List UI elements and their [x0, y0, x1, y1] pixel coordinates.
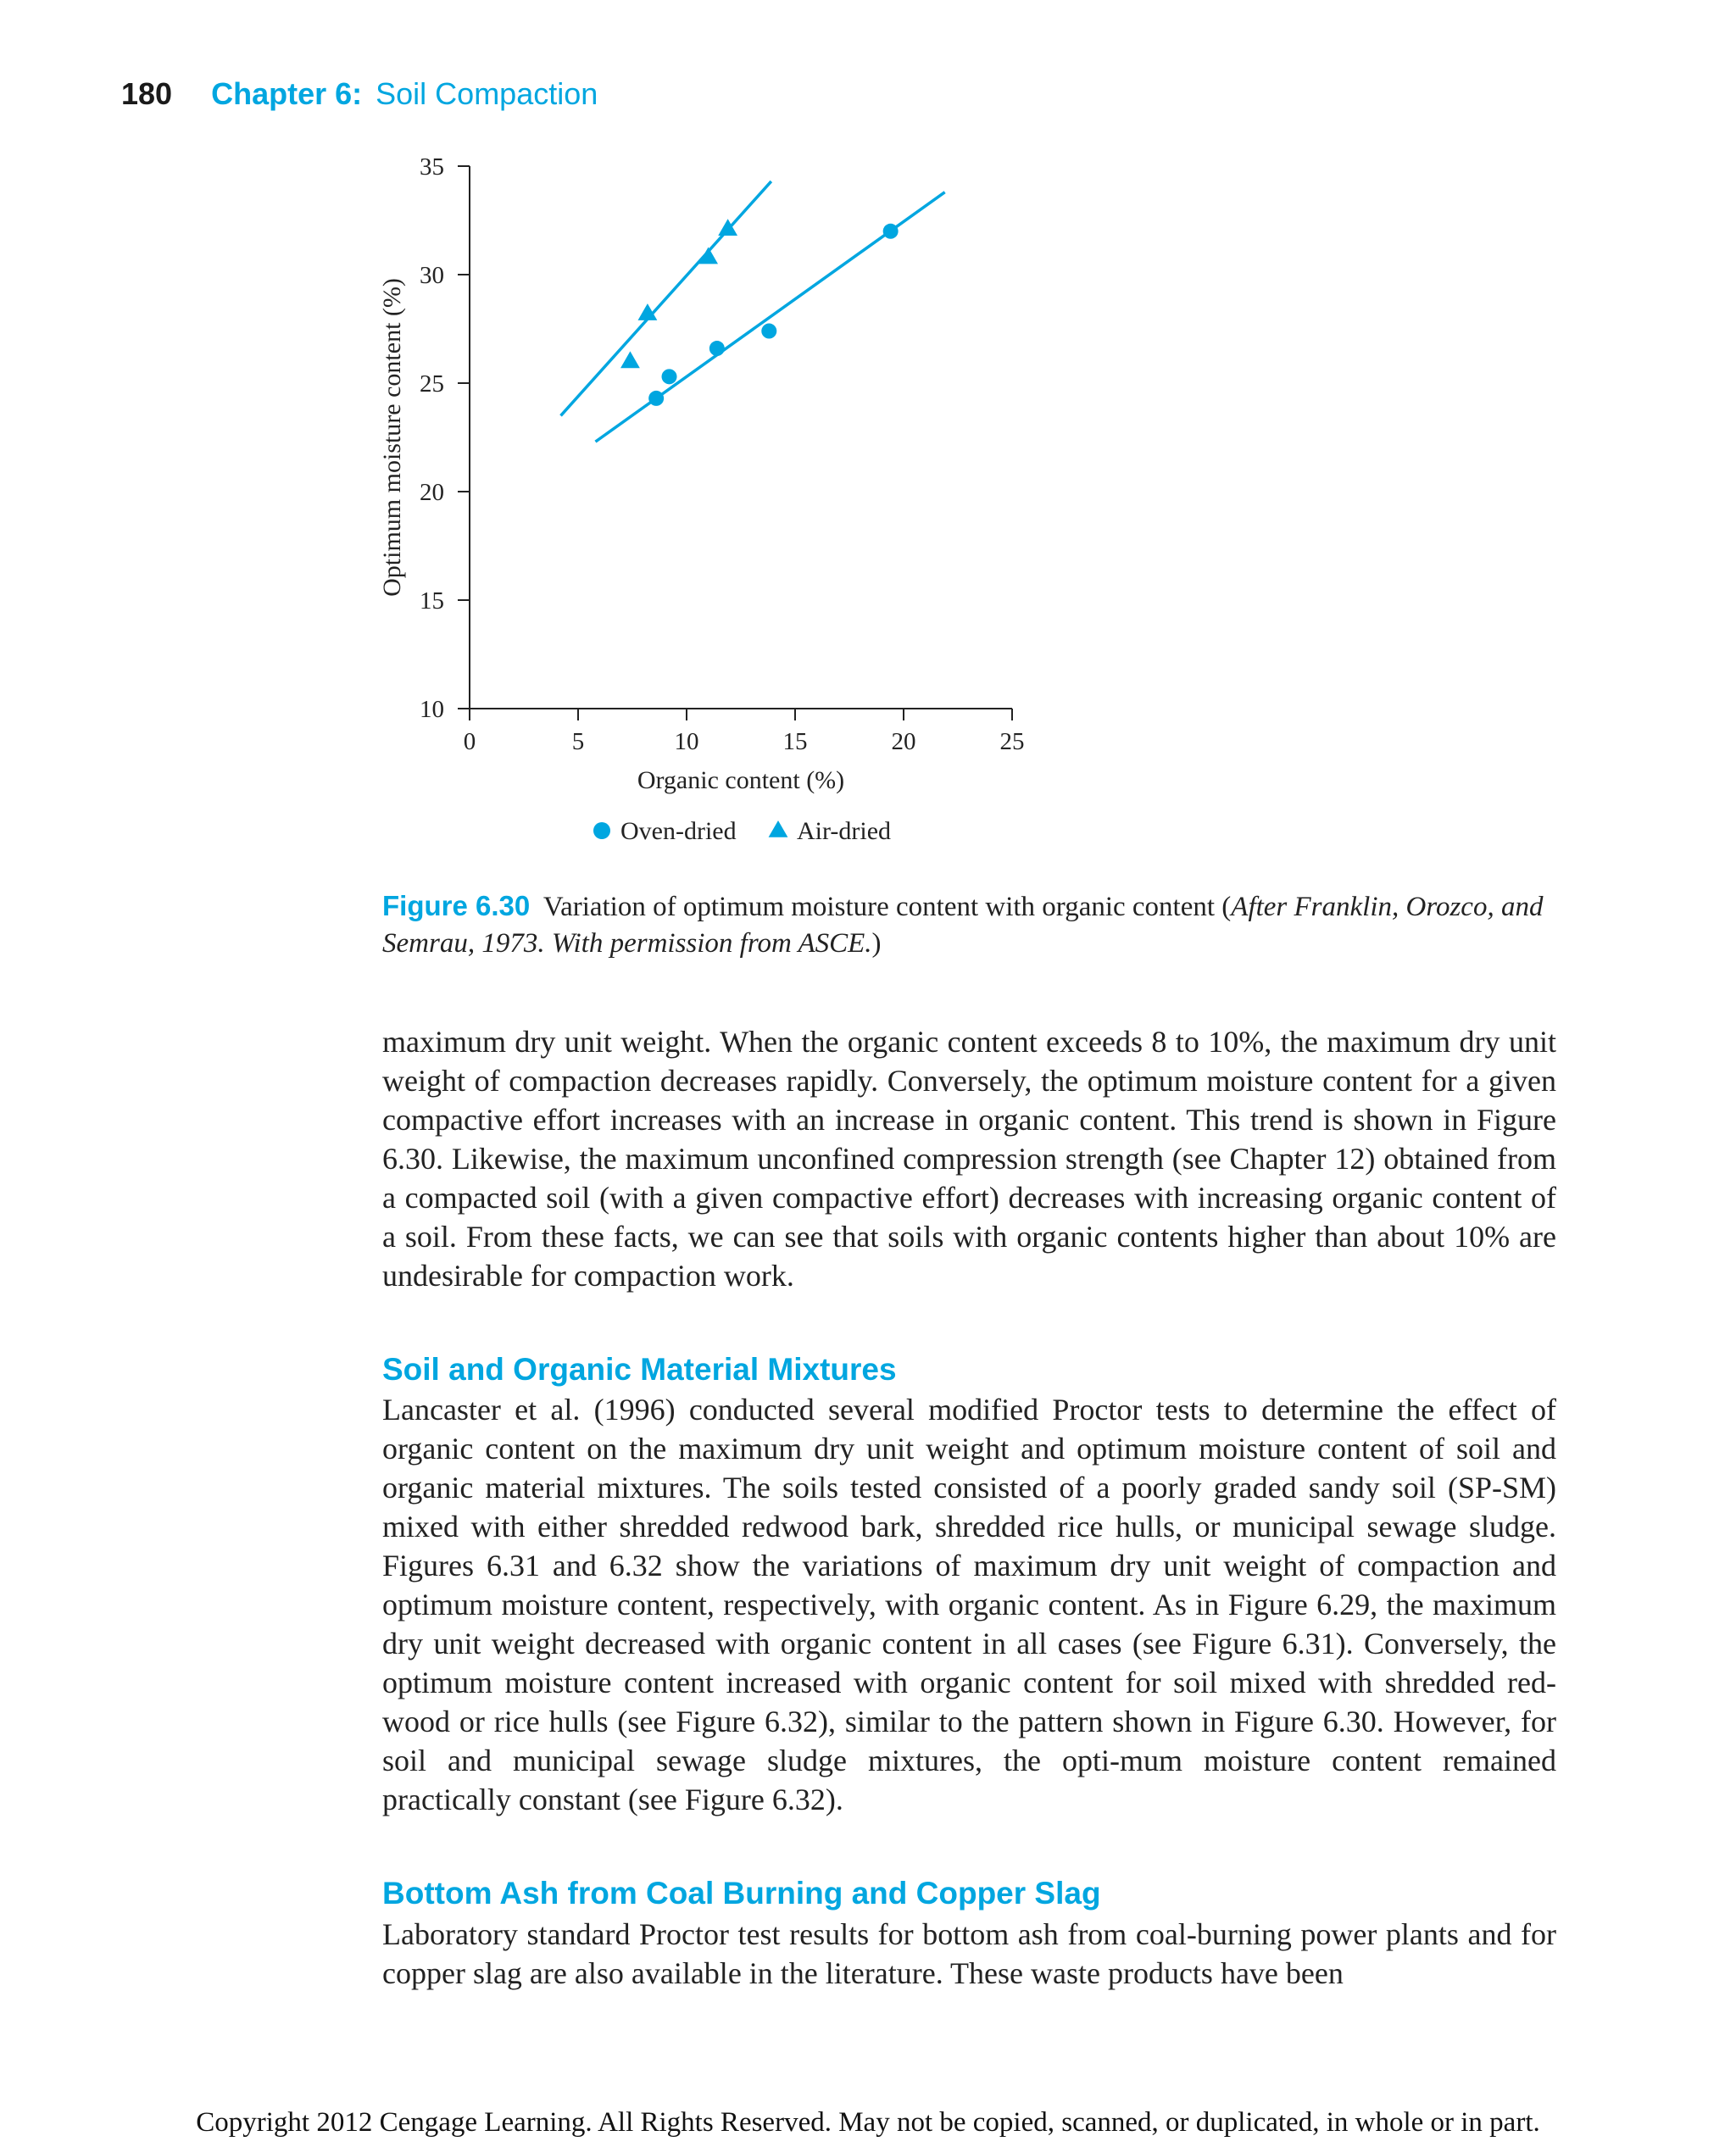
- y-tick-label: 20: [420, 479, 444, 506]
- page-number: 180: [121, 76, 173, 111]
- chapter-title: Soil Compaction: [376, 76, 598, 111]
- chart-trend-lines: [561, 181, 945, 442]
- oven-dried-point: [648, 391, 664, 406]
- oven-dried-point: [883, 224, 899, 239]
- body-paragraph-2: Lancaster et al. (1996) conducted several modified Proctor tests to determine the effect of organic content on the maximum dry unit weight and optimum moisture content of soil and organic material mixtures. The soils tested consisted of a poorly graded sandy soil (SP-SM) mixed with either shredded redwood bark, shredded rice hulls, or municipal sewage sludge. Figures 6.31 and 6.32 show the variations of maximum dry unit weight of compaction and optimum moisture content, respectively, with organic content. As in Figure 6.29, the maximum dry unit weight decreased with organic content in all cases (see Figure 6.31). Conversely, the optimum moisture content increased with organic content for soil mixed with shredded red-wood or rice hulls (see Figure 6.32), similar to the pattern shown in Figure 6.30. However, for soil and municipal sewage sludge mixtures, the opti-mum moisture content remained practically constant (see Figure 6.32).: [382, 1393, 1556, 1816]
- figure-6-30-chart: [373, 144, 1051, 865]
- figure-label: Figure 6.30: [382, 890, 531, 921]
- x-tick-label: 0: [463, 728, 476, 755]
- figure-caption-text: Variation of optimum moisture content with organic content (: [542, 892, 1232, 922]
- legend-air-dried-marker: [769, 820, 788, 837]
- legend-air-dried-label: Air-dried: [797, 817, 892, 845]
- legend-oven-dried-label: Oven-dried: [620, 817, 737, 845]
- x-tick-label: 25: [999, 728, 1025, 755]
- y-tick-label: 30: [420, 262, 444, 289]
- copyright-footer: Copyright 2012 Cengage Learning. All Rights Reserved. May not be copied, scanned, or duplicated, in whole or in part.: [196, 2107, 1540, 2138]
- figure-source: After Franklin, Orozco, and Semrau, 1973. With permission from ASCE.: [382, 892, 1544, 959]
- section-heading-bottom-ash: Bottom Ash from Coal Burning and Copper Slag: [382, 1876, 1101, 1911]
- body-paragraph-3: Laboratory standard Proctor test results for bottom ash from coal-burning power plants and for copper slag are also available in the literature. These waste products have been: [382, 1917, 1556, 1990]
- x-tick-label: 15: [782, 728, 808, 755]
- figure-caption-end: ): [871, 928, 882, 959]
- chart-data-points: [620, 219, 899, 406]
- chapter-label: Chapter 6:: [211, 76, 363, 111]
- air-dried-point: [698, 248, 718, 264]
- oven-dried-point: [761, 324, 776, 339]
- chart-ticks: [420, 153, 1025, 755]
- oven-dried-point: [709, 341, 725, 356]
- air-dried-point: [620, 351, 640, 368]
- chart-legend: [593, 817, 891, 845]
- y-tick-label: 10: [420, 696, 444, 723]
- section-heading-soil-organic: Soil and Organic Material Mixtures: [382, 1352, 897, 1387]
- legend-oven-dried-marker: [593, 822, 610, 839]
- x-axis-label: Organic content (%): [637, 766, 845, 794]
- figure-caption: [382, 887, 1556, 962]
- y-tick-label: 15: [420, 587, 444, 615]
- y-axis-label: Optimum moisture content (%): [378, 278, 406, 597]
- x-tick-label: 5: [571, 728, 585, 755]
- x-tick-label: 10: [674, 728, 699, 755]
- chart-axes: [470, 166, 1012, 709]
- y-tick-label: 25: [420, 370, 444, 398]
- running-header: [121, 73, 598, 115]
- oven-dried-point: [662, 369, 677, 384]
- y-tick-label: 35: [420, 153, 444, 181]
- x-tick-label: 20: [891, 728, 916, 755]
- body-paragraph-1: maximum dry unit weight. When the organic content exceeds 8 to 10%, the maximum dry unit weight of compaction decreases rapidly. Conversely, the optimum moisture content for a given compactive effort increases with an increase in organic content. This trend is shown in Figure 6.30. Likewise, the maximum unconfined compression strength (see Chapter 12) obtained from a compacted soil (with a given compactive effort) decreases with increasing organic content of a soil. From these facts, we can see that soils with organic contents higher than about 10% are undesirable for compaction work.: [382, 1025, 1556, 1293]
